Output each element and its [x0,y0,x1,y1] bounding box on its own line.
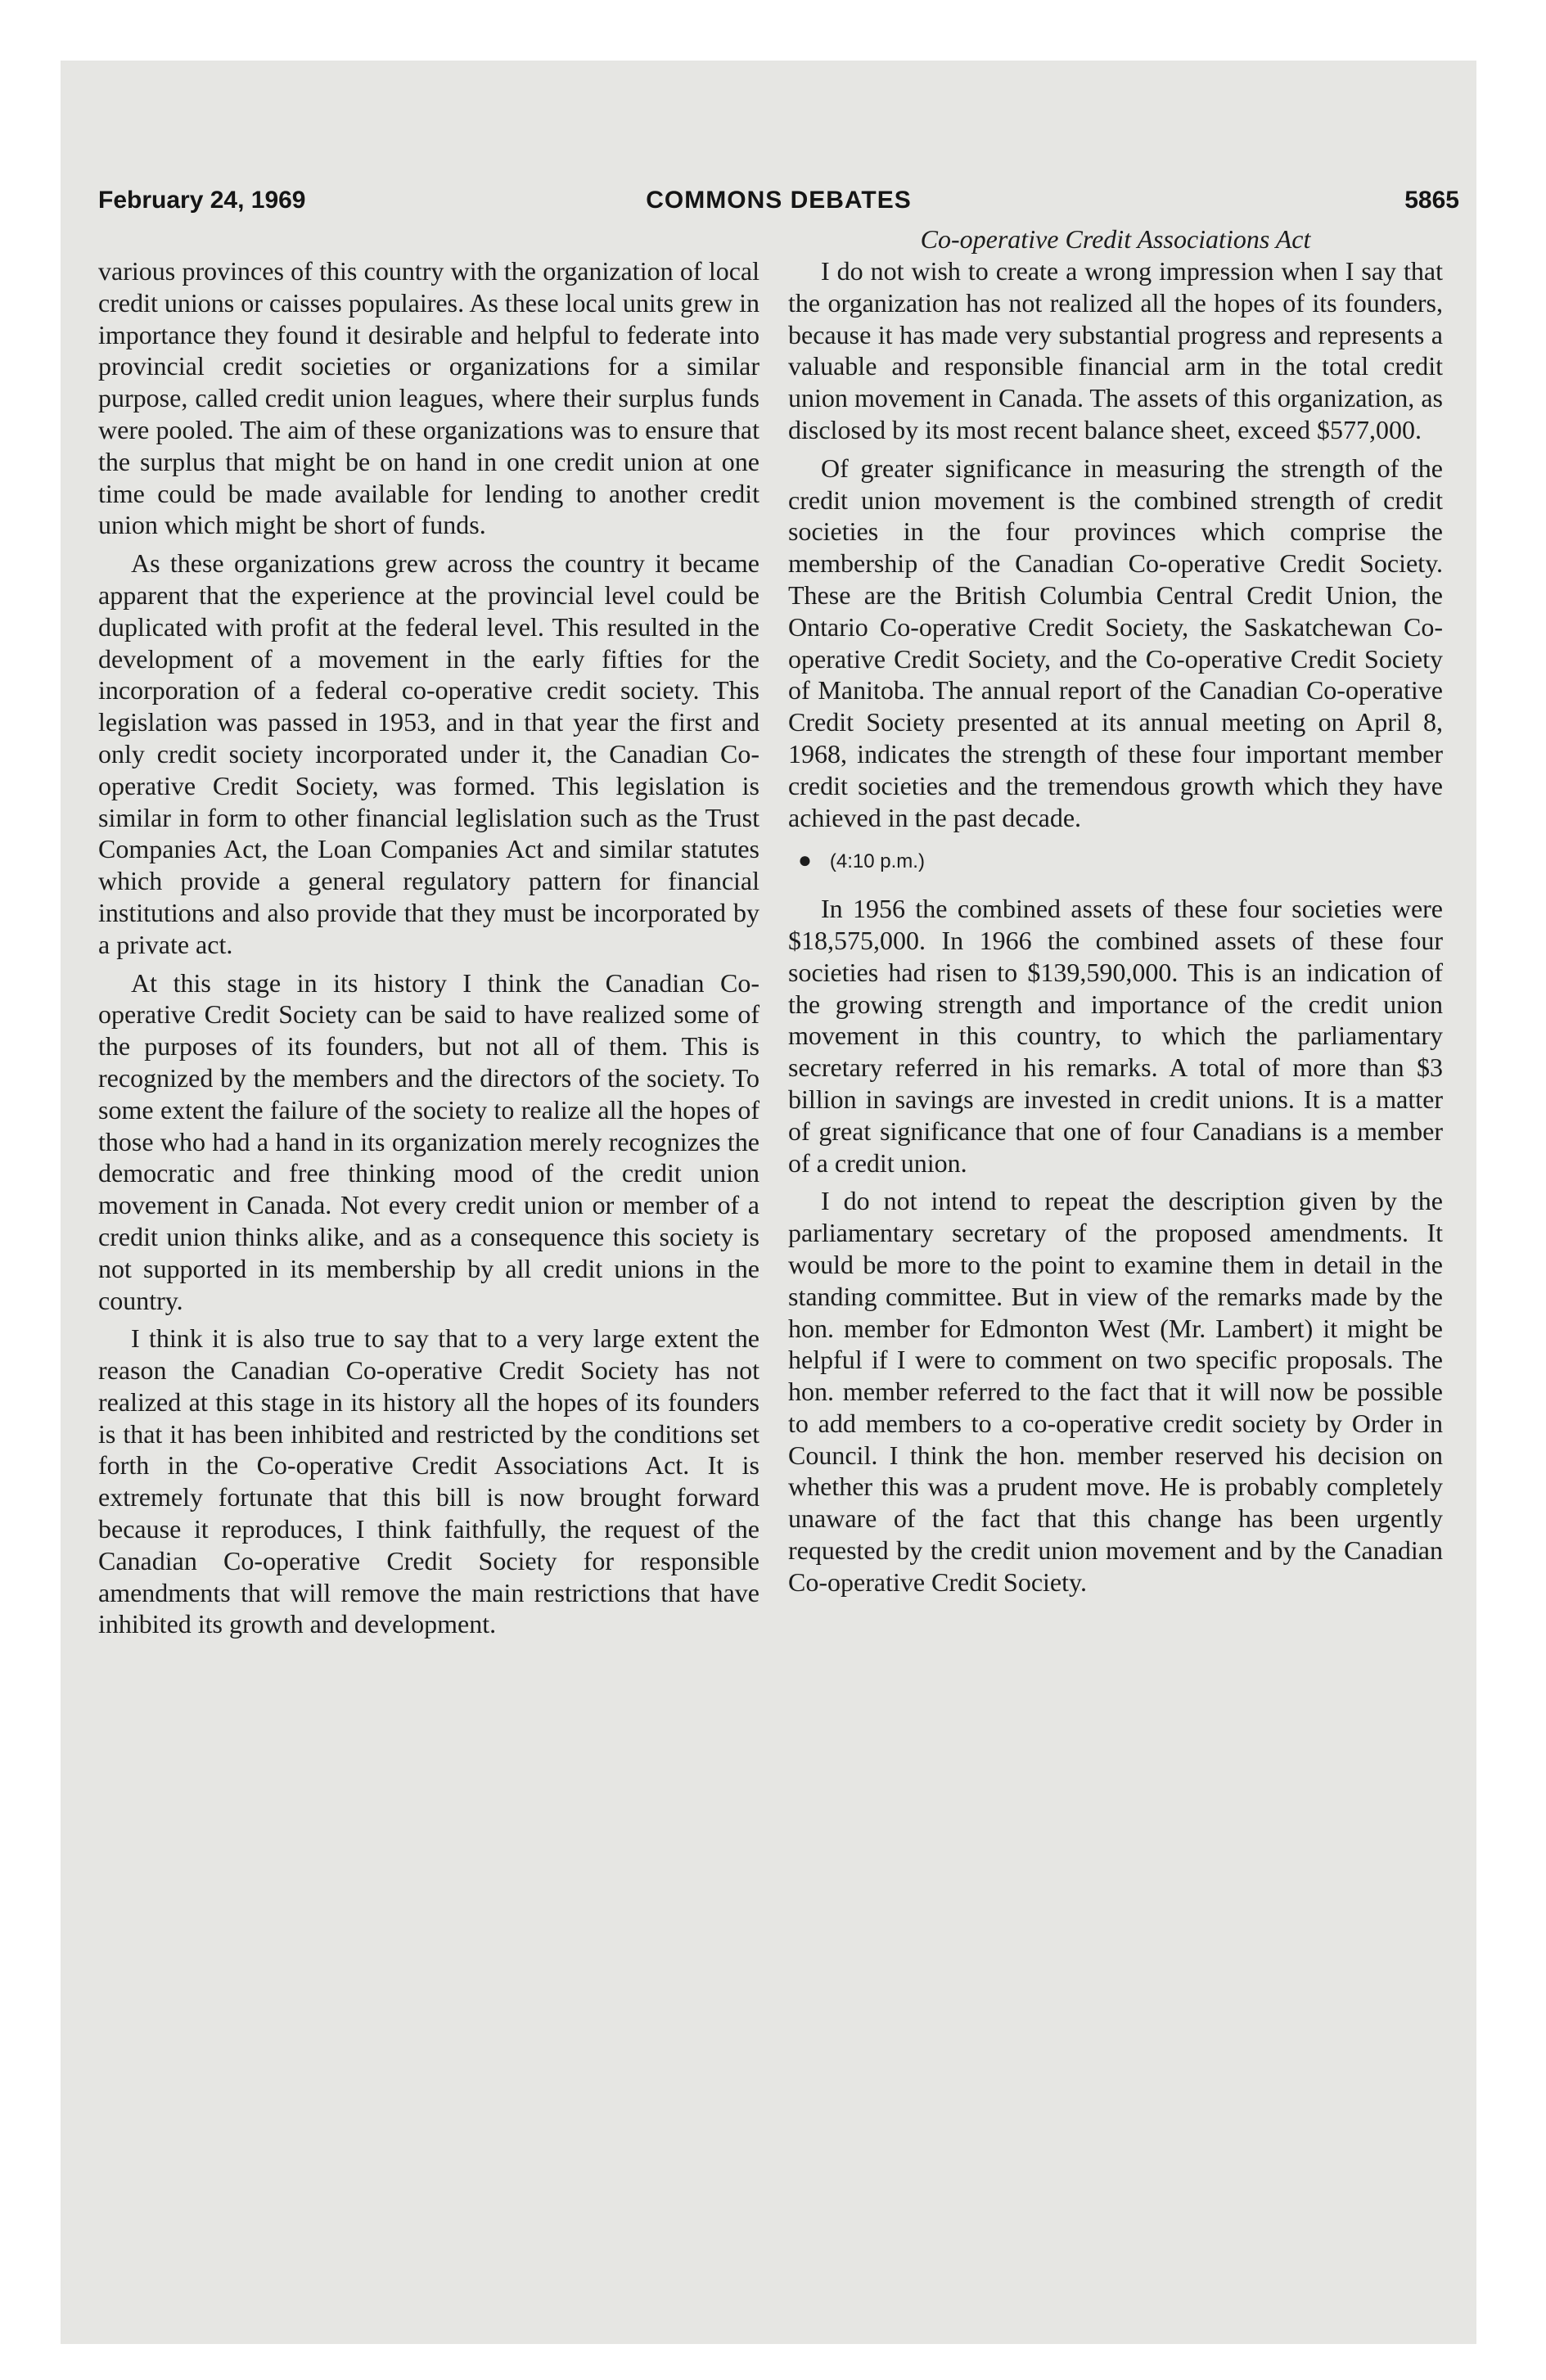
left-column [98,255,759,1640]
time-marker-text: (4:10 p.m.) [829,850,925,873]
paragraph: Of greater significance in measuring the strength of the credit union movement is the combined strength of credit societies in the four provinces which comprise the membership of the Canadian Co-operative Credit Society. These are the British Columbia Central Credit Union, the Ontario Co-operative Credit Society, the Saskatchewan Co-operative Credit Society, and the Co-operative Credit Society of Manitoba. The annual report of the Canadian Co-operative Credit Society presented at its annual meeting on April 8, 1968, indicates the strength of these four important member credit societies and the tremendous growth which they have achieved in the past decade. [788,453,1443,832]
header-title: COMMONS DEBATES [646,187,912,214]
running-head: Co-operative Credit Associations Act [920,224,1311,254]
paragraph: I do not wish to create a wrong impression when I say that the organization has not realized all the hopes of its founders, because it has made very substantial progress and represents a valuable and responsible financial arm in the total credit union movement in Canada. The assets of this organization, as disclosed by its most recent balance sheet, exceed $577,000. [788,256,1443,444]
right-column [788,223,1443,1598]
page-number: 5865 [1404,187,1459,214]
bullet-icon: ● [798,847,812,873]
time-marker [788,845,1443,878]
paragraph: At this stage in its history I think the Canadian Co-operative Credit Society can be said to have realized some of the purposes of its founders, but not all of them. This is recognized by the members and the directors of the society. To some extent the failure of the society to realize all the hopes of those who had a hand in its organization merely recognizes the democratic and free thinking mood of the credit union movement in Canada. Not every credit union or member of a credit union thinks alike, and as a consequence this society is not supported in its membership by all credit unions in the country. [98,967,759,1315]
paragraph: various provinces of this country with the organization of local credit unions or caisses populaires. As these local units grew in importance they found it desirable and helpful to federate into provincial credit societies or organizations for a similar purpose, called credit union leagues, where their surplus funds were pooled. The aim of these organizations was to ensure that the surplus that might be on hand in one credit union at one time could be made available for lending to another credit union which might be short of funds. [98,256,759,540]
header-date: February 24, 1969 [98,187,306,214]
paragraph: As these organizations grew across the country it became apparent that the experience at the provincial level could be duplicated with profit at the federal level. This resulted in the development of a movement in the early fifties for the incorporation of a federal co-operative credit society. This legislation was passed in 1953, and in that year the first and only credit society incorporated under it, the Canadian Co-operative Credit Society, was formed. This legislation is similar in form to other financial leglislation such as the Trust Companies Act, the Loan Companies Act and similar statutes which provide a general regulatory pattern for financial institutions and also provide that they must be incorporated by a private act. [98,548,759,959]
paragraph: I do not intend to repeat the description given by the parliamentary secretary of the proposed amendments. It would be more to the point to examine them in detail in the standing committee. But in view of the remarks made by the hon. member for Edmonton West (Mr. Lambert) it might be helpful if I were to comment on two specific proposals. The hon. member referred to the fact that it will now be possible to add members to a co-operative credit society by Order in Council. I think the hon. member reserved his decision on whether this was a prudent move. He is probably completely unaware of the fact that this change has been urgently requested by the credit union movement and by the Canadian Co-operative Credit Society. [788,1186,1443,1597]
paragraph: I think it is also true to say that to a very large extent the reason the Canadian Co-operative Credit Society has not realized at this stage in its history all the hopes of its founders is that it has been inhibited and restricted by the conditions set forth in the Co-operative Credit Associations Act. It is extremely fortunate that this bill is now brought forward because it reproduces, I think faithfully, the request of the Canadian Co-operative Credit Society for responsible amendments that will remove the main restrictions that have inhibited its growth and development. [98,1323,759,1639]
paragraph: In 1956 the combined assets of these four societies were $18,575,000. In 1966 the combined assets of these four societies had risen to $139,590,000. This is an indication of the growing strength and importance of the credit union movement in this country, to which the parliamentary secretary referred in his remarks. A total of more than $3 billion in savings are invested in credit unions. It is a matter of great significance that one of four Canadians is a member of a credit union. [788,894,1443,1178]
page-header [98,187,1459,219]
